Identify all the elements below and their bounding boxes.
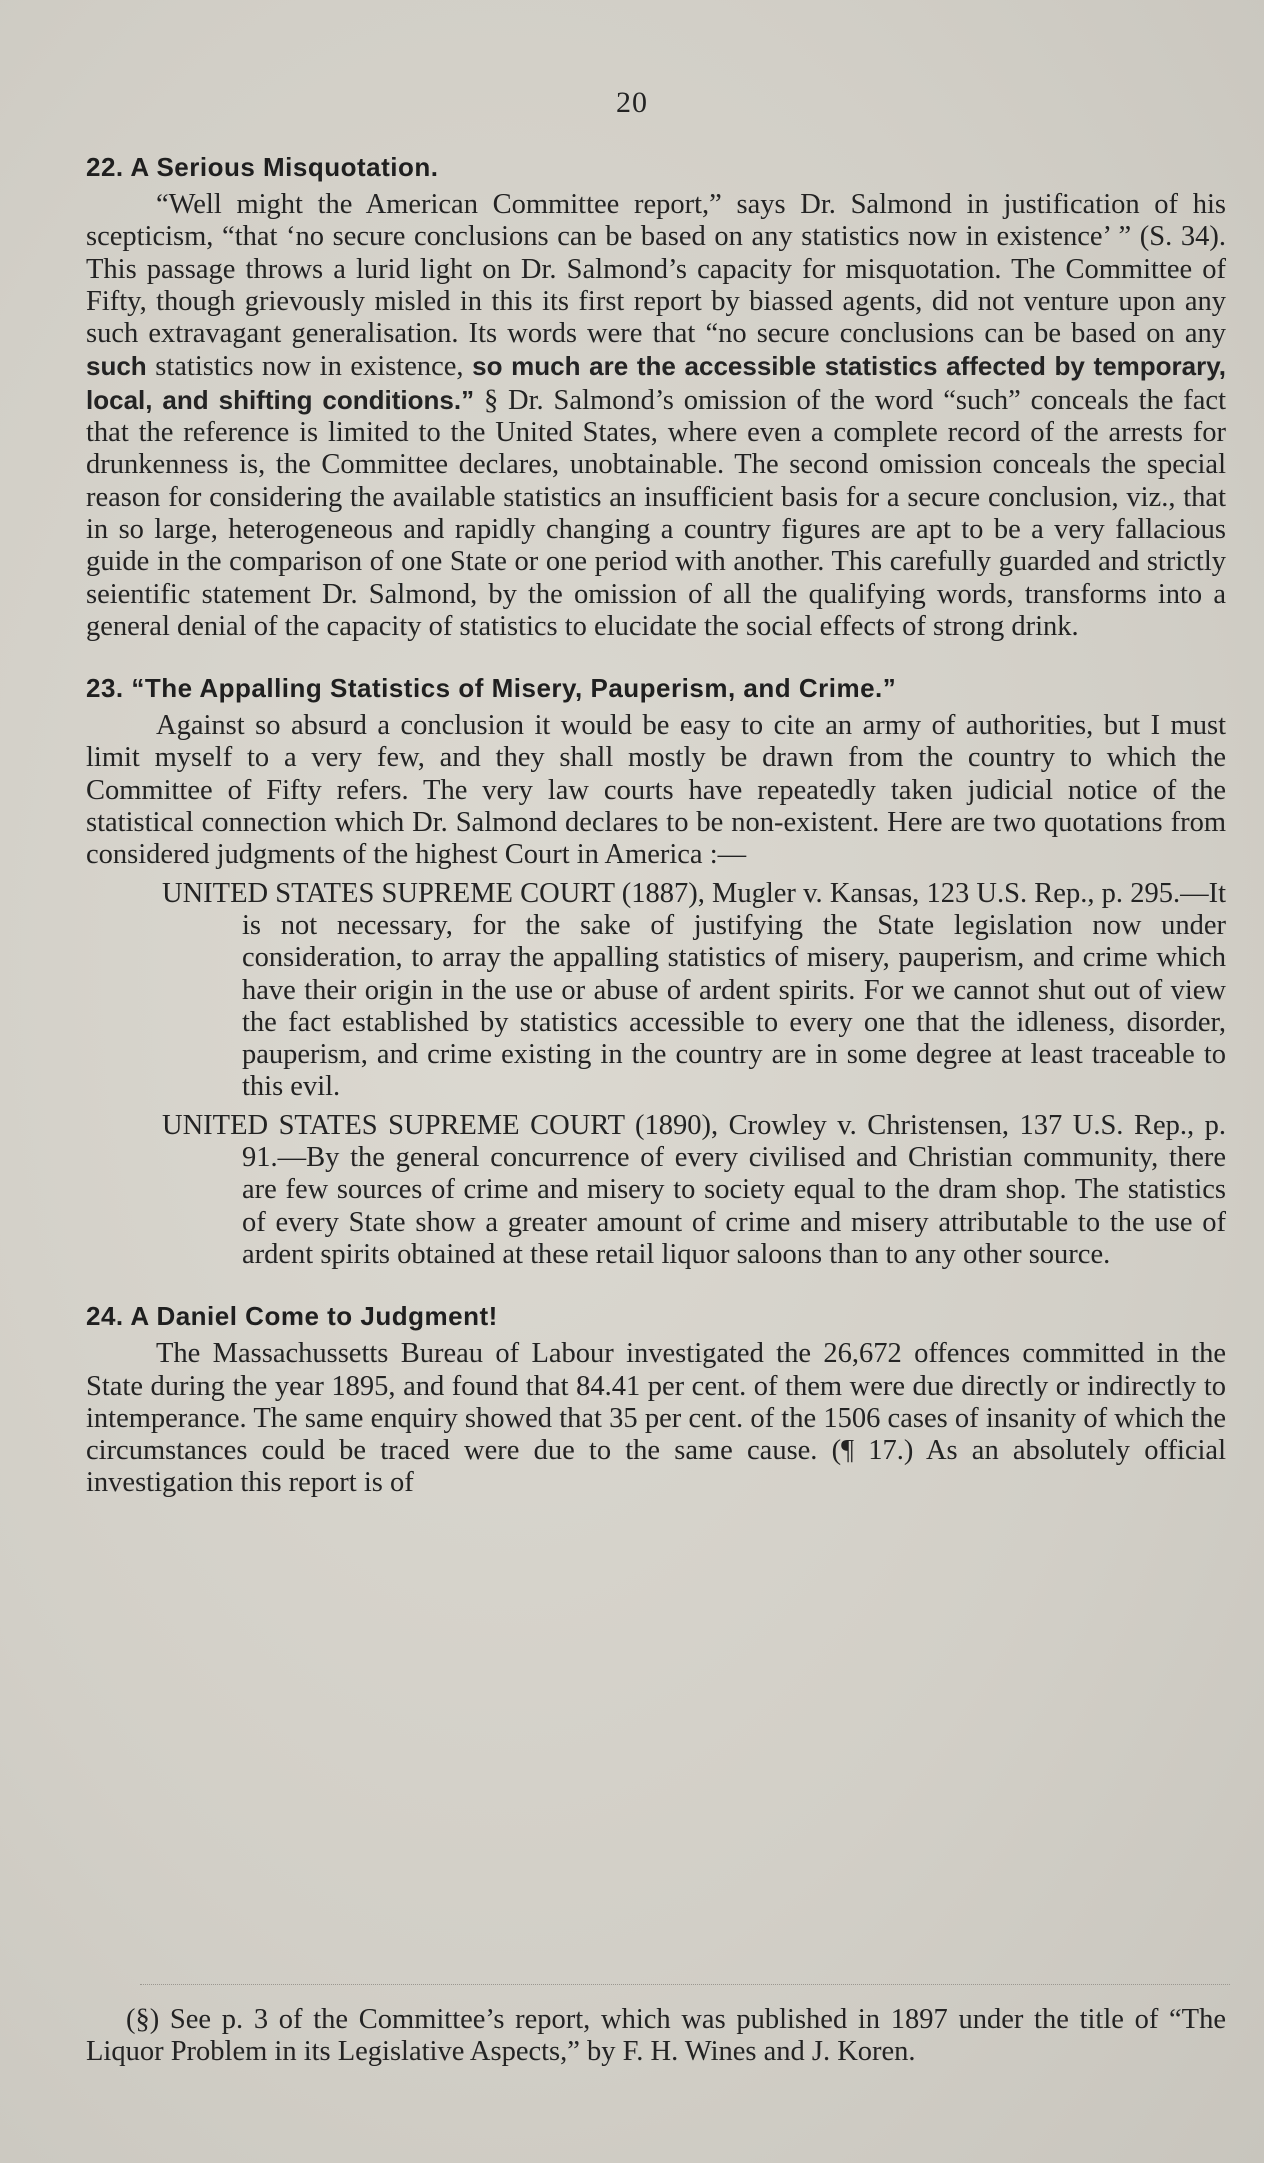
section-heading: 23. “The Appalling Statistics of Misery, Pauperism, and Crime.”: [86, 673, 897, 704]
emphasized-text: so much are the accessible statistics affected by temporary, local, and shifting conditions.”: [86, 351, 1226, 415]
section-heading: 22. A Serious Misquotation.: [86, 152, 439, 182]
section-22: [86, 152, 1226, 643]
page-content: [86, 152, 1226, 1530]
text-run: statistics now in existence,: [146, 351, 473, 383]
court-quotation: UNITED STATES SUPREME COURT (1887), Mugler v. Kansas, 123 U.S. Rep., p. 295.—It is not necessary, for the sake of justifying the State legislation now under consideration, to array the appalling statistics of misery, pauperism, and crime which have their origin in the use or abuse of ardent spirits. For we cannot shut out of view the fact established by statistics accessible to every one that the idleness, disorder, pauperism, and crime existing in the country are in some degree at least traceable to this evil.: [162, 877, 1226, 1103]
emphasized-text: such: [86, 351, 147, 382]
section-24: [86, 1301, 1226, 1499]
text-run: § Dr. Salmond’s omission of the word “such” conceals the fact that the reference is limited to the United States, where even a complete record of the arrests for drunkenness is, the Committee declares, unobtainable. The second omission conceals the special reason for considering the available statistics an insufficient basis for a secure conclusion, viz., that in so large, heterogeneous and rapidly changing a country figures are apt to be a very fallacious guide in the comparison of one State or one period with another. This carefully guarded and strictly seientific statement Dr. Salmond, by the omission of all the qualifying words, transforms into a general denial of the capacity of statistics to elucidate the social effects of strong drink.: [86, 384, 1226, 642]
text-run: “Well might the American Committee report,” says Dr. Salmond in justification of his scepticism, “that ‘no secure conclusions can be based on any statistics now in existence’ ” (S. 34). This passage throws a lurid light on Dr. Salmond’s capacity for misquotation. The Committee of Fifty, though grievously misled in this its first report by biassed agents, did not venture upon any such extravagant generalisation. Its words were that “no secure conclusions can be based on any: [86, 189, 1226, 350]
footnote-divider: [140, 1984, 1230, 1985]
section-paragraph: The Massachussetts Bureau of Labour investigated the 26,672 offences committed in the State during the year 1895, and found that 84.41 per cent. of them were due directly or indirectly to intemperance. The same enquiry showed that 35 per cent. of the 1506 cases of insanity of which the circumstances could be traced were due to the same cause. (¶ 17.) As an absolutely official investigation this report is of: [86, 1338, 1226, 1499]
court-quotation: UNITED STATES SUPREME COURT (1890), Crowley v. Christensen, 137 U.S. Rep., p. 91.—By the general concurrence of every civilised and Christian community, there are few sources of crime and misery to society equal to the dram shop. The statistics of every State show a greater amount of crime and misery attributable to the use of ardent spirits obtained at these retail liquor saloons than to any other source.: [162, 1109, 1226, 1270]
section-23: [86, 673, 1226, 1271]
section-heading: 24. A Daniel Come to Judgment!: [86, 1301, 498, 1332]
footnote: (§) See p. 3 of the Committee’s report, which was published in 1897 under the title of “The Liquor Problem in its Legislative Aspects,” by F. H. Wines and J. Koren.: [86, 2004, 1226, 2068]
section-paragraph: [86, 189, 1226, 643]
section-paragraph: Against so absurd a conclusion it would be easy to cite an army of authorities, but I must limit myself to a very few, and they shall mostly be drawn from the country to which the Committee of Fifty refers. The very law courts have repeatedly taken judicial notice of the statistical connection which Dr. Salmond declares to be non-existent. Here are two quotations from considered judgments of the highest Court in America :—: [86, 710, 1226, 871]
page-number: 20: [616, 86, 648, 119]
